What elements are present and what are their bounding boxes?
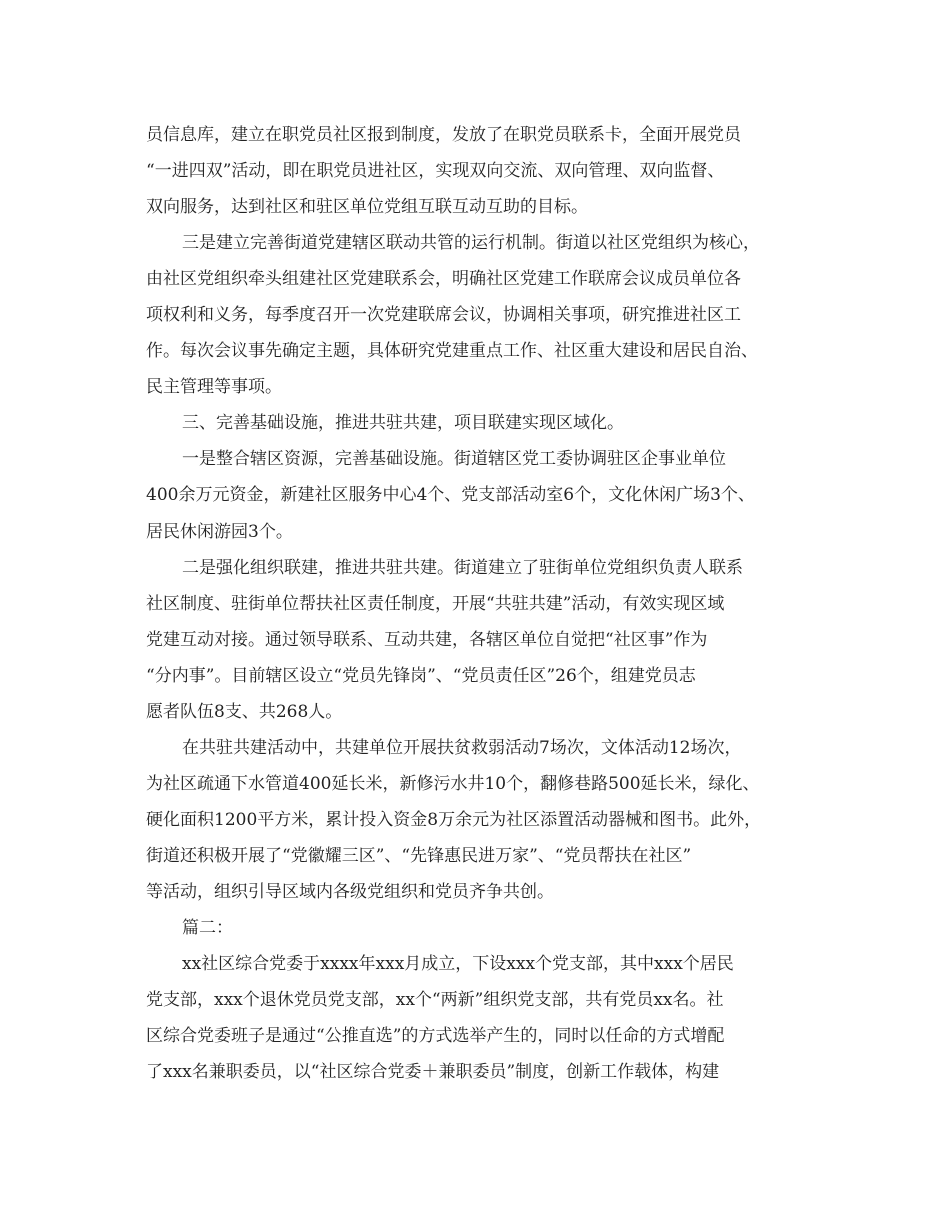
text-line: 居民休闲游园3个。 xyxy=(146,521,293,542)
text-line: 民主管理等事项。 xyxy=(146,377,282,398)
text-line: 员信息库，建立在职党员社区报到制度，发放了在职党员联系卡，全面开展党员 xyxy=(146,125,741,145)
text-line: 区综合党委班子是通过“公推直选”的方式选举产生的，同时以任命的方式增配 xyxy=(146,1026,725,1047)
text-line: 党支部，xxx个退休党员党支部，xx个“两新”组织党支部，共有党员xx名。社 xyxy=(146,990,724,1011)
text-line: 为社区疏通下水管道400延长米，新修污水井10个，翻修巷路500延长米，绿化、 xyxy=(146,773,760,794)
text-line: “一进四双”活动，即在职党员进社区，实现双向交流、双向管理、双向监督、 xyxy=(146,161,725,182)
text-line: 愿者队伍8支、共268人。 xyxy=(146,701,343,722)
text-line: “分内事”。目前辖区设立“党员先锋岗”、“党员责任区”26个，组建党员志 xyxy=(146,665,696,686)
text-line: 项权利和义务，每季度召开一次党建联席会议，协调相关事项，研究推进社区工 xyxy=(146,305,741,326)
document-body xyxy=(146,117,826,1090)
text-line: 了xxx名兼职委员，以“社区综合党委＋兼职委员”制度，创新工作载体，构建 xyxy=(146,1062,720,1083)
text-line: 400余万元资金，新建社区服务中心4个、党支部活动室6个，文化休闲广场3个、 xyxy=(146,485,755,506)
section-heading: 篇二： xyxy=(182,918,233,939)
text-line: 硬化面积1200平方米，累计投入资金8万余元为社区添置活动器械和图书。此外， xyxy=(146,809,762,830)
text-line: 三是建立完善街道党建辖区联动共管的运行机制。街道以社区党组织为核心， xyxy=(182,233,760,254)
text-line: xx社区综合党委于xxxx年xxx月成立，下设xxx个党支部，其中xxx个居民 xyxy=(182,954,734,975)
text-line: 双向服务，达到社区和驻区单位党组互联互动互助的目标。 xyxy=(146,197,588,218)
section-heading: 三、完善基础设施，推进共驻共建，项目联建实现区域化。 xyxy=(182,413,624,434)
text-line: 二是强化组织联建，推进共驻共建。街道建立了驻街单位党组织负责人联系 xyxy=(182,557,743,578)
text-line: 作。每次会议事先确定主题，具体研究党建重点工作、社区重大建设和居民自治、 xyxy=(146,341,758,362)
text-line: 街道还积极开展了“党徽耀三区”、“先锋惠民进万家”、“党员帮扶在社区” xyxy=(146,845,692,866)
text-line: 党建互动对接。通过领导联系、互动共建，各辖区单位自觉把“社区事”作为 xyxy=(146,629,708,650)
text-line: 在共驻共建活动中，共建单位开展扶贫救弱活动7场次，文体活动12场次， xyxy=(182,737,742,758)
text-line: 等活动，组织引导区域内各级党组织和党员齐争共创。 xyxy=(146,881,554,902)
text-line: 一是整合辖区资源，完善基础设施。街道辖区党工委协调驻区企事业单位 xyxy=(182,449,726,470)
text-line: 由社区党组织牵头组建社区党建联系会，明确社区党建工作联席会议成员单位各 xyxy=(146,269,741,290)
text-line: 社区制度、驻街单位帮扶社区责任制度，开展“共驻共建”活动，有效实现区域 xyxy=(146,593,725,614)
